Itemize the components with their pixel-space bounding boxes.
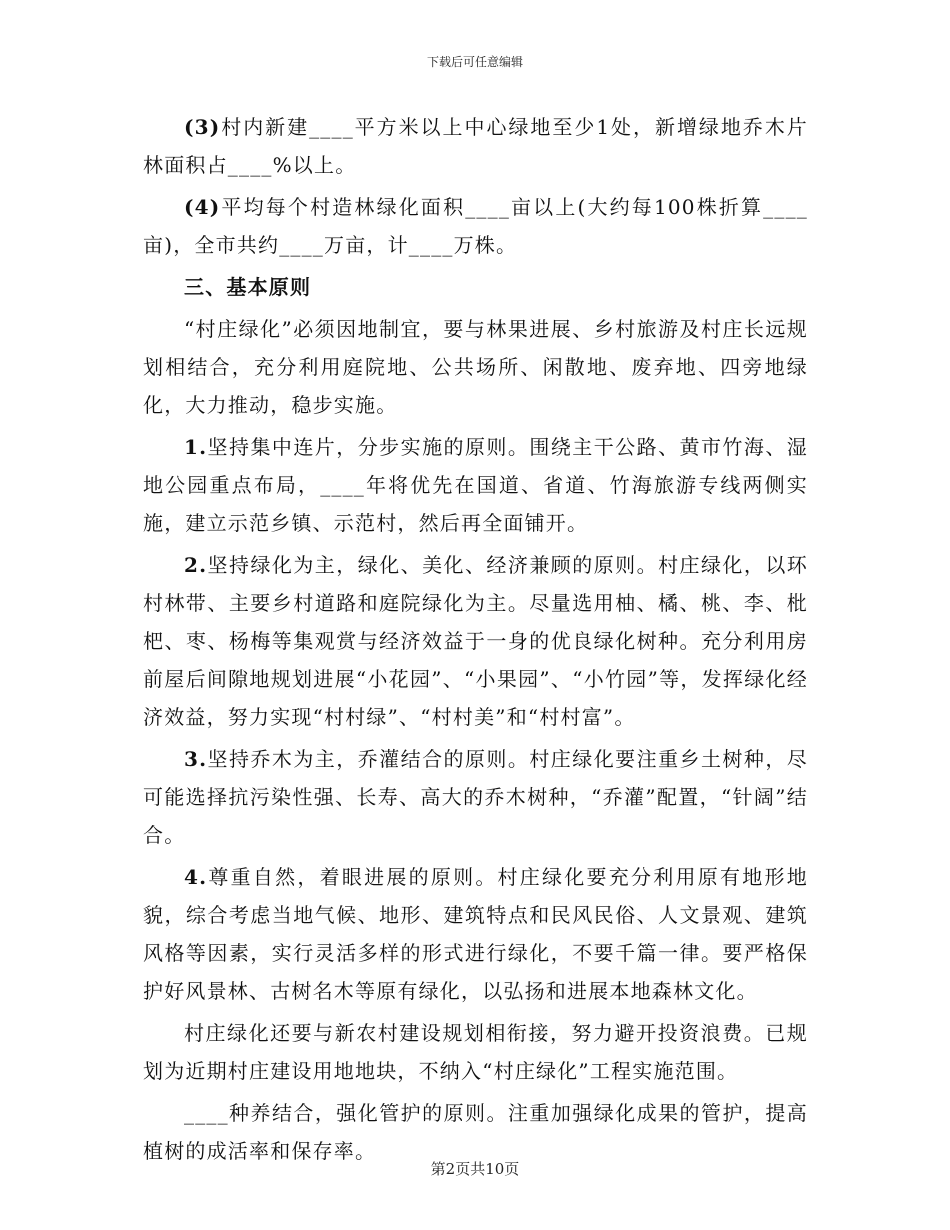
principle-1 <box>143 428 808 542</box>
paragraph-text: ____种养结合，强化管护的原则。注重加强绿化成果的管护，提高植树的成活率和保存率。 <box>143 1101 808 1163</box>
paragraph-text: 村内新建____平方米以上中心绿地至少1处，新增绿地乔木片林面积占____%以上。 <box>143 115 808 177</box>
paragraph-text: 坚持绿化为主，绿化、美化、经济兼顾的原则。村庄绿化，以环村林带、主要乡村道路和庭院绿化为主。尽量选用柚、橘、桃、李、枇杷、枣、杨梅等集观赏与经济效益于一身的优良绿化树种。充分利用房前屋后间隙地规划进展“小花园”、“小果园”、“小竹园”等，发挥绿化经济效益，努力实现“村村绿”、“村村美”和“村村富”。 <box>143 553 808 729</box>
item-number: 4. <box>184 865 208 889</box>
item-number: 3. <box>184 747 208 771</box>
page-header: 下载后可任意编辑 <box>426 55 523 69</box>
item-number: (3) <box>184 115 221 139</box>
item-number: 2. <box>184 553 208 577</box>
item-number: (4) <box>184 195 221 219</box>
section-heading: 三、基本原则 <box>184 275 312 299</box>
item-number: 1. <box>184 435 208 459</box>
principle-4 <box>143 858 808 1010</box>
paragraph-planning <box>143 1014 808 1090</box>
document-body <box>143 108 808 1174</box>
paragraph-text: 坚持乔木为主，乔灌结合的原则。村庄绿化要注重乡土树种，尽可能选择抗污染性强、长寿、高大的乔木树种，“乔灌”配置，“针阔”结合。 <box>143 747 808 847</box>
paragraph-item-4 <box>143 188 808 264</box>
principle-3 <box>143 740 808 854</box>
paragraph-text: “村庄绿化”必须因地制宜，要与林果进展、乡村旅游及村庄长远规划相结合，充分利用庭院地、公共场所、闲散地、废弃地、四旁地绿化，大力推动，稳步实施。 <box>143 317 808 417</box>
paragraph-text: 坚持集中连片，分步实施的原则。围绕主干公路、黄市竹海、湿地公园重点布局，____年将优先在国道、省道、竹海旅游专线两侧实施，建立示范乡镇、示范村，然后再全面铺开。 <box>143 435 808 535</box>
paragraph-text: 平均每个村造林绿化面积____亩以上(大约每100株折算____亩)，全市共约____万亩，计____万株。 <box>143 195 808 257</box>
paragraph-item-3 <box>143 108 808 184</box>
paragraph-text: 村庄绿化还要与新农村建设规划相衔接，努力避开投资浪费。已规划为近期村庄建设用地地块，不纳入“村庄绿化”工程实施范围。 <box>143 1021 808 1083</box>
page-footer: 第2页共10页 <box>430 1160 520 1178</box>
principle-2 <box>143 546 808 736</box>
paragraph-intro <box>143 310 808 424</box>
paragraph-text: 尊重自然，着眼进展的原则。村庄绿化要充分利用原有地形地貌，综合考虑当地气候、地形、建筑特点和民风民俗、人文景观、建筑风格等因素，实行灵活多样的形式进行绿化，不要千篇一律。要严格保护好风景林、古树名木等原有绿化，以弘扬和进展本地森林文化。 <box>143 865 808 1003</box>
